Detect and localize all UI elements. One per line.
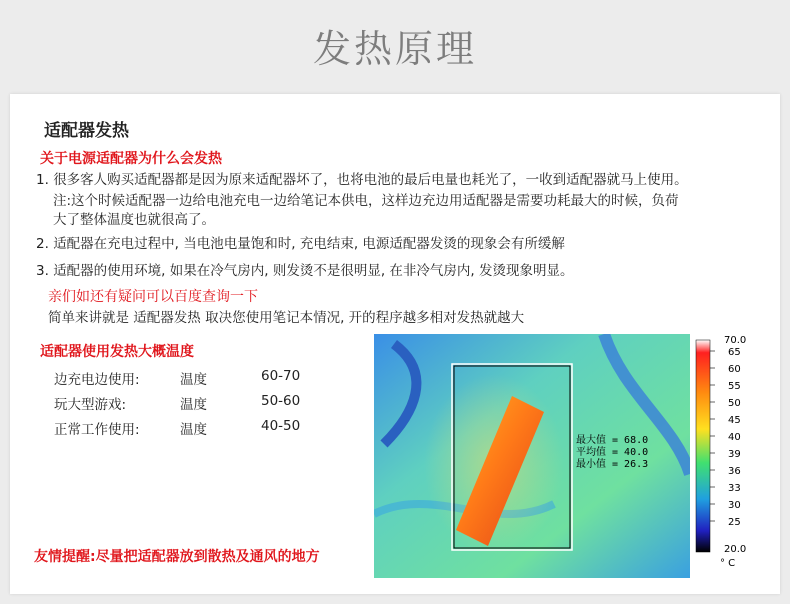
temp-label: 温度	[180, 372, 207, 388]
thermal-image	[374, 334, 772, 578]
usage-label: 正常工作使用:	[54, 422, 140, 438]
scale-tick: 65	[728, 347, 741, 358]
temp-label: 温度	[180, 397, 207, 413]
temperature-heading: 适配器使用发热大概温度	[40, 344, 194, 360]
list-item-1	[36, 170, 688, 190]
content-card	[10, 94, 780, 594]
scale-tick: 30	[728, 500, 741, 511]
readout-avg: 平均值 = 40.0	[576, 447, 649, 458]
list-text: 很多客人购买适配器都是因为原来适配器坏了，也将电池的最后电量也耗光了，一收到适配器就马上使用。	[53, 172, 688, 188]
section-heading: 适配器发热	[44, 121, 129, 141]
temp-label: 温度	[180, 422, 207, 438]
list-number: 1.	[36, 172, 49, 188]
list-text: 适配器的使用环境, 如果在冷气房内, 则发烫不是很明显, 在非冷气房内, 发烫现象明显。	[53, 263, 574, 279]
summary-text: 简单来讲就是 适配器发热 取决您使用笔记本情况, 开的程序越多相对发热就越大	[48, 310, 525, 326]
scale-bottom: 20.0	[724, 544, 747, 555]
scale-tick: 50	[728, 398, 741, 409]
scale-tick: 40	[728, 432, 741, 443]
list-number: 2.	[36, 236, 49, 252]
scale-tick: 33	[728, 483, 741, 494]
list-number: 3.	[36, 263, 49, 279]
color-scale-bar	[696, 340, 710, 552]
list-item-1-note-cont: 大了整体温度也就很高了。	[53, 212, 215, 228]
readout-max: 最大值 = 68.0	[576, 435, 649, 446]
scale-tick: 36	[728, 466, 741, 477]
scale-top: 70.0	[724, 335, 747, 346]
list-item-3	[36, 261, 574, 281]
scale-tick: 60	[728, 364, 741, 375]
scale-tick: 45	[728, 415, 741, 426]
list-text: 适配器在充电过程中, 当电池电量饱和时, 充电结束, 电源适配器发烫的现象会有所缓解	[53, 236, 565, 252]
thermal-svg	[374, 334, 772, 578]
temp-range: 40-50	[261, 418, 301, 434]
list-item-2	[36, 234, 565, 254]
temp-range: 60-70	[261, 368, 301, 384]
scale-unit: ° C	[720, 558, 736, 569]
temp-range: 50-60	[261, 393, 301, 409]
section-subheading: 关于电源适配器为什么会发热	[40, 151, 222, 167]
scale-tick: 25	[728, 517, 741, 528]
tip-text: 友情提醒:尽量把适配器放到散热及通风的地方	[34, 549, 320, 565]
scale-tick: 39	[728, 449, 741, 460]
list-item-1-note: 注:这个时候适配器一边给电池充电一边给笔记本供电，这样边充边用适配器是需要功耗最大的时候，负荷	[53, 193, 679, 209]
readout-min: 最小值 = 26.3	[576, 459, 649, 470]
scale-tick: 55	[728, 381, 741, 392]
page-banner-title: 发热原理	[312, 27, 477, 71]
baidu-note: 亲们如还有疑问可以百度查询一下	[48, 289, 258, 305]
usage-label: 玩大型游戏:	[54, 397, 127, 413]
usage-label: 边充电边使用:	[54, 372, 140, 388]
